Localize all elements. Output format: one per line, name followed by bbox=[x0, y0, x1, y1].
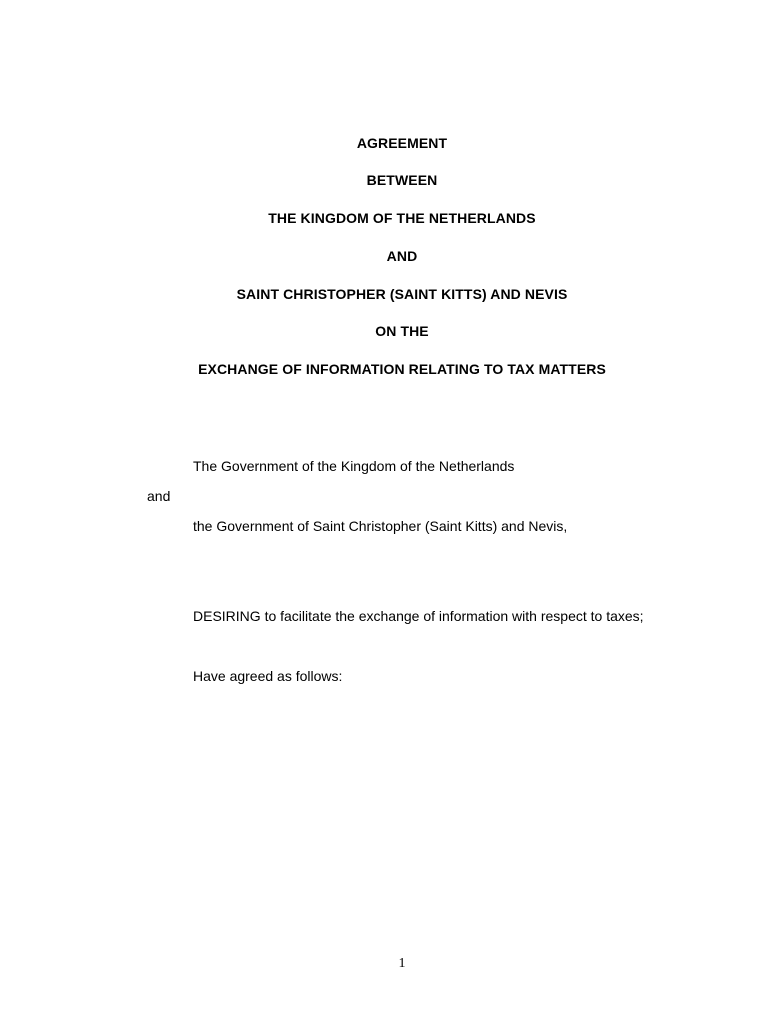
title-agreement: AGREEMENT bbox=[356, 135, 448, 151]
title-party-saint-kitts-nevis: SAINT CHRISTOPHER (SAINT KITTS) AND NEVIS bbox=[236, 286, 568, 302]
party-one-text: The Government of the Kingdom of the Netherlands bbox=[193, 458, 515, 474]
title-party-netherlands: THE KINGDOM OF THE NETHERLANDS bbox=[268, 210, 536, 226]
page-number: 1 bbox=[398, 956, 406, 971]
party-two-text: the Government of Saint Christopher (Saint Kitts) and Nevis, bbox=[193, 518, 568, 534]
title-and: AND bbox=[386, 248, 418, 264]
title-subject: EXCHANGE OF INFORMATION RELATING TO TAX MATTERS bbox=[198, 361, 606, 377]
title-on-the: ON THE bbox=[375, 323, 429, 339]
conjunction-text: and bbox=[147, 488, 171, 504]
title-between: BETWEEN bbox=[366, 172, 438, 188]
desiring-clause: DESIRING to facilitate the exchange of information with respect to taxes; bbox=[193, 608, 644, 624]
agreed-clause: Have agreed as follows: bbox=[193, 668, 343, 684]
